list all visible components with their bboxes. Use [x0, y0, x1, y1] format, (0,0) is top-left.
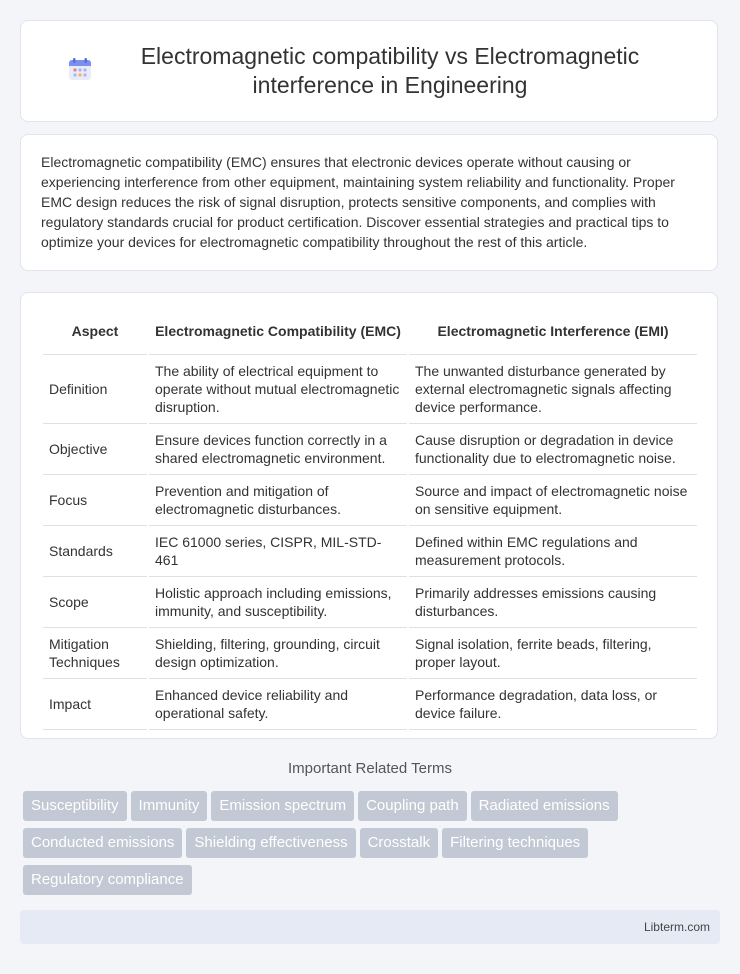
related-terms-list	[23, 791, 723, 902]
page-title: Electromagnetic compatibility vs Electromagnetic interference in Engineering	[140, 43, 640, 98]
row-emi: Signal isolation, ferrite beads, filtering, proper layout.	[409, 628, 697, 679]
row-emc: The ability of electrical equipment to operate without mutual electromagnetic disruption.	[149, 355, 407, 424]
table-row	[43, 424, 697, 475]
related-term-tag[interactable]: Susceptibility	[23, 791, 127, 821]
comparison-table	[41, 309, 699, 730]
row-emc: Holistic approach including emissions, immunity, and susceptibility.	[149, 577, 407, 628]
related-term-tag[interactable]: Shielding effectiveness	[186, 828, 355, 858]
row-emi: The unwanted disturbance generated by external electromagnetic signals affecting device performance.	[409, 355, 697, 424]
row-aspect: Scope	[43, 577, 147, 628]
related-terms-title: Important Related Terms	[288, 760, 452, 777]
header-aspect: Aspect	[43, 309, 147, 355]
row-emi: Performance degradation, data loss, or device failure.	[409, 679, 697, 730]
row-aspect: Mitigation Techniques	[43, 628, 147, 679]
row-aspect: Definition	[43, 355, 147, 424]
table-row	[43, 355, 697, 424]
intro-card	[20, 134, 718, 271]
table-row	[43, 679, 697, 730]
related-term-tag[interactable]: Radiated emissions	[471, 791, 618, 821]
table-row	[43, 577, 697, 628]
table-header-row	[43, 309, 697, 355]
footer-site-link[interactable]: Libterm.com	[643, 920, 710, 934]
row-aspect: Impact	[43, 679, 147, 730]
row-emi: Cause disruption or degradation in device functionality due to electromagnetic noise.	[409, 424, 697, 475]
row-emc: Prevention and mitigation of electromagnetic disturbances.	[149, 475, 407, 526]
table-row	[43, 526, 697, 577]
row-aspect: Focus	[43, 475, 147, 526]
row-emc: Enhanced device reliability and operational safety.	[149, 679, 407, 730]
related-term-tag[interactable]: Crosstalk	[360, 828, 439, 858]
related-term-tag[interactable]: Regulatory compliance	[23, 865, 192, 895]
table-row	[43, 628, 697, 679]
related-term-tag[interactable]: Emission spectrum	[211, 791, 354, 821]
header-emc: Electromagnetic Compatibility (EMC)	[149, 309, 407, 355]
footer	[20, 910, 720, 944]
related-term-tag[interactable]: Conducted emissions	[23, 828, 182, 858]
row-emc: IEC 61000 series, CISPR, MIL-STD-461	[149, 526, 407, 577]
related-term-tag[interactable]: Immunity	[131, 791, 208, 821]
intro-paragraph: Electromagnetic compatibility (EMC) ensures that electronic devices operate without causing or experiencing interference from other equipment, maintaining system reliability and functionality. Proper EMC design reduces the risk of signal disruption, protects sensitive components, and complies with regulatory standards crucial for product certification. Discover essential strategies and practical tips to optimize your devices for electromagnetic compatibility throughout the rest of this article.	[41, 154, 675, 250]
header-emi: Electromagnetic Interference (EMI)	[409, 309, 697, 355]
row-emi: Defined within EMC regulations and measurement protocols.	[409, 526, 697, 577]
row-emc: Shielding, filtering, grounding, circuit design optimization.	[149, 628, 407, 679]
related-term-tag[interactable]: Coupling path	[358, 791, 467, 821]
row-emi: Primarily addresses emissions causing disturbances.	[409, 577, 697, 628]
table-row	[43, 475, 697, 526]
row-emc: Ensure devices function correctly in a shared electromagnetic environment.	[149, 424, 407, 475]
row-emi: Source and impact of electromagnetic noise on sensitive equipment.	[409, 475, 697, 526]
row-aspect: Standards	[43, 526, 147, 577]
header-card	[20, 20, 718, 122]
comparison-table-card	[20, 292, 718, 739]
calendar-icon	[68, 57, 92, 86]
related-term-tag[interactable]: Filtering techniques	[442, 828, 588, 858]
row-aspect: Objective	[43, 424, 147, 475]
